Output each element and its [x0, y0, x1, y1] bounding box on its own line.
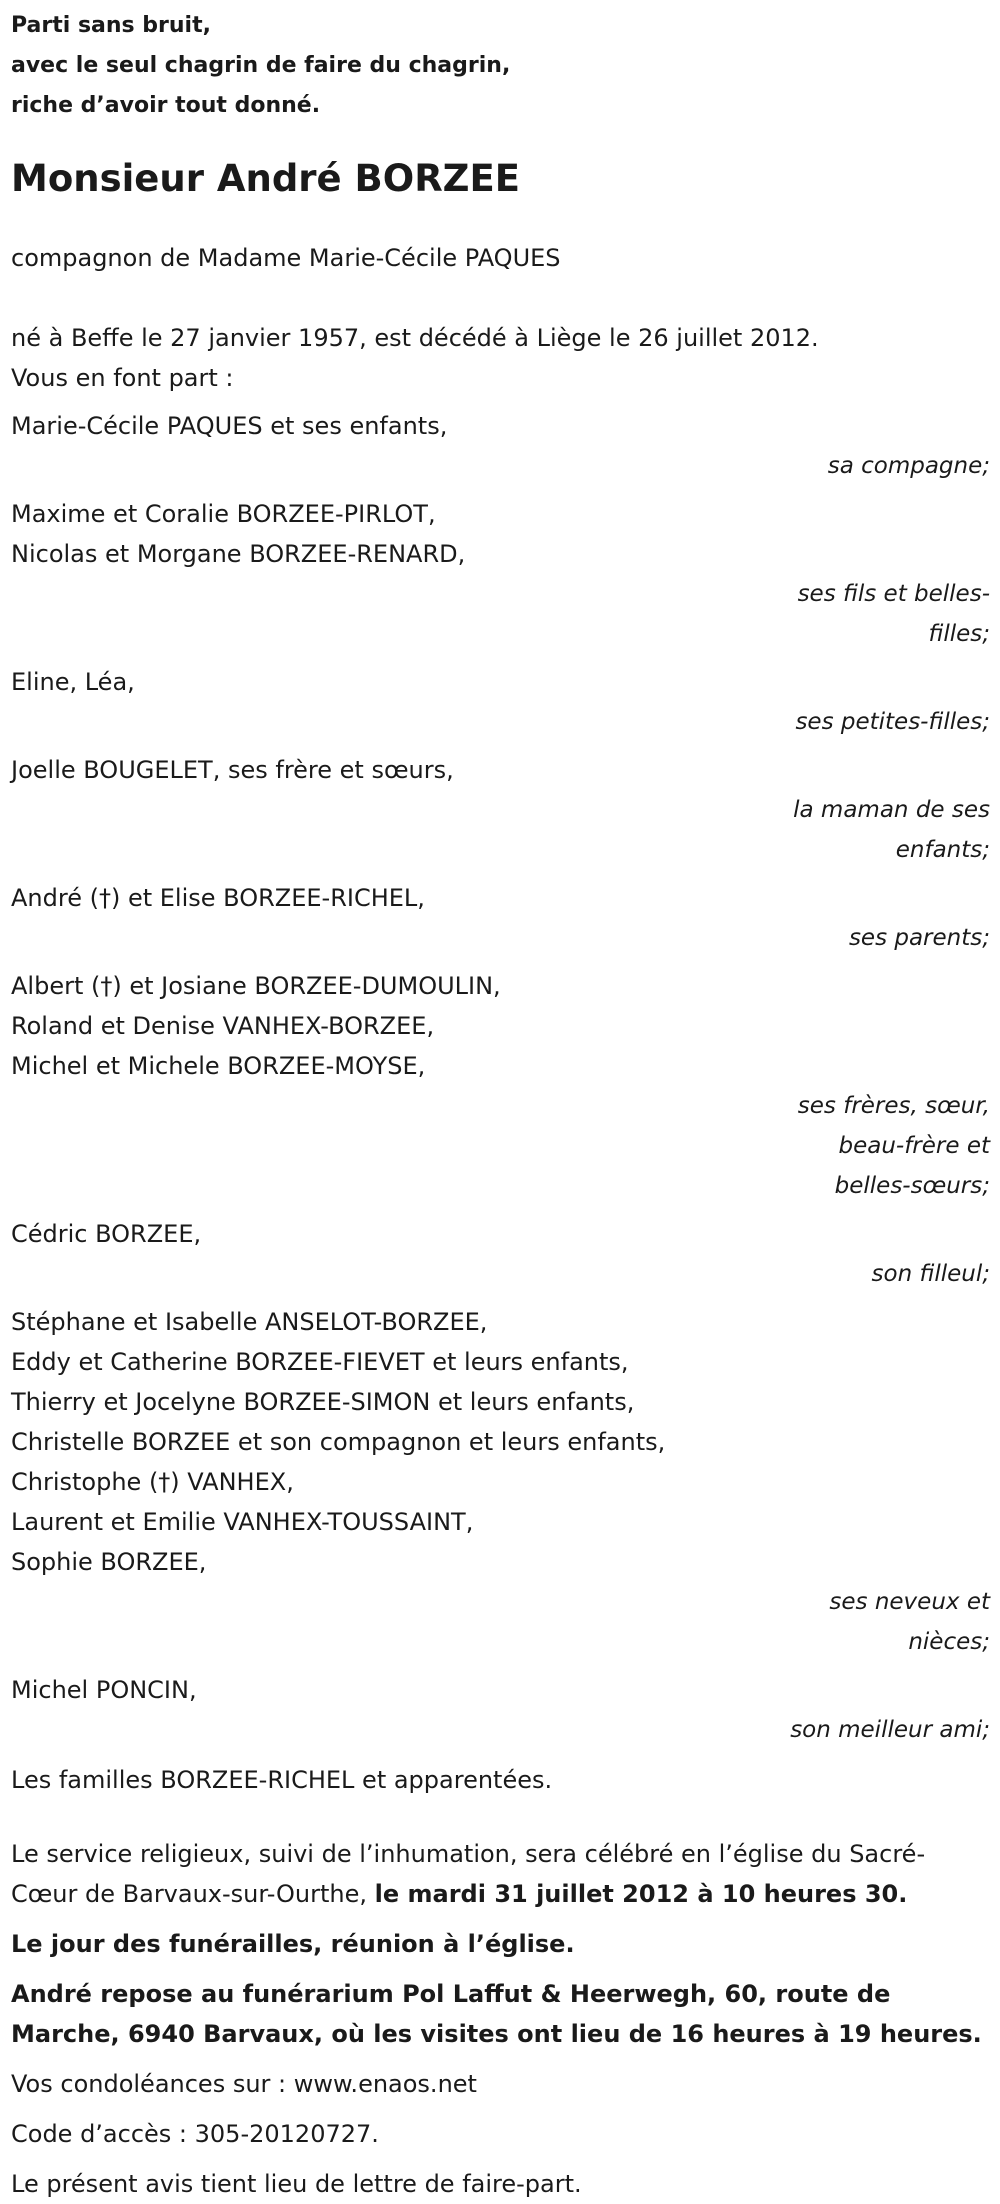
relationship-label	[11, 702, 990, 742]
family-member-line: Joelle BOUGELET, ses frère et sœurs,	[11, 756, 454, 784]
family-group	[11, 406, 990, 486]
relationship-label	[11, 574, 990, 654]
service-date: le mardi 31 juillet 2012 à 10 heures 30.	[374, 1880, 908, 1908]
relationship-label	[11, 446, 990, 486]
epigraph-line: avec le seul chagrin de faire du chagrin,	[11, 53, 511, 78]
family-member-line: Stéphane et Isabelle ANSELOT-BORZEE,	[11, 1308, 488, 1336]
relationship-label	[11, 1582, 990, 1662]
family-member-line: Roland et Denise VANHEX-BORZEE,	[11, 1012, 435, 1040]
relationship-text: la maman de ses enfants;	[793, 797, 990, 863]
family-member-line: Eddy et Catherine BORZEE-FIEVET et leurs enfants,	[11, 1348, 629, 1376]
family-group	[11, 966, 990, 1206]
companion-line: compagnon de Madame Marie-Cécile PAQUES	[11, 244, 561, 272]
family-member-line: Christelle BORZEE et son compagnon et leurs enfants,	[11, 1428, 666, 1456]
family-member-line: Eline, Léa,	[11, 668, 135, 696]
relationship-text: ses parents;	[848, 925, 990, 951]
birth-death-line: né à Beffe le 27 janvier 1957, est décédé à Liège le 26 juillet 2012.	[11, 324, 819, 352]
relationship-text: son meilleur ami;	[790, 1717, 990, 1743]
family-groups	[11, 406, 990, 1750]
relationship-text: sa compagne;	[827, 453, 990, 479]
relationship-label	[11, 1254, 990, 1294]
family-member-line: Sophie BORZEE,	[11, 1548, 207, 1576]
family-member-line: Cédric BORZEE,	[11, 1220, 202, 1248]
access-code-line: Code d’accès : 305-20120727.	[11, 2120, 379, 2148]
condolences-line: Vos condoléances sur : www.enaos.net	[11, 2070, 477, 2098]
family-member-line: Michel PONCIN,	[11, 1676, 197, 1704]
family-group	[11, 1302, 990, 1662]
family-group	[11, 662, 990, 742]
family-member-line: Christophe (†) VANHEX,	[11, 1468, 294, 1496]
relationship-text: ses neveux et nièces;	[829, 1589, 990, 1655]
epigraph-line: riche d’avoir tout donné.	[11, 93, 321, 118]
family-group	[11, 1214, 990, 1294]
family-group	[11, 750, 990, 870]
family-member-line: Michel et Michele BORZEE-MOYSE,	[11, 1052, 426, 1080]
notice-line: Le présent avis tient lieu de lettre de faire-part.	[11, 2170, 582, 2198]
family-member-line: Albert (†) et Josiane BORZEE-DUMOULIN,	[11, 972, 501, 1000]
relationship-text: ses fils et belles-filles;	[797, 581, 990, 647]
family-member-line: André (†) et Elise BORZEE-RICHEL,	[11, 884, 425, 912]
epigraph	[11, 0, 990, 126]
relationship-label	[11, 918, 990, 958]
family-group	[11, 494, 990, 654]
announce-line: Vous en font part :	[11, 364, 234, 392]
relationship-text: ses frères, sœur, beau-frère et belles-sœurs;	[797, 1093, 990, 1199]
relationship-text: ses petites-filles;	[795, 709, 990, 735]
families-line: Les familles BORZEE-RICHEL et apparentées.	[11, 1766, 553, 1794]
deceased-name: Monsieur André BORZEE	[11, 157, 521, 200]
family-member-line: Laurent et Emilie VANHEX-TOUSSAINT,	[11, 1508, 474, 1536]
gathering-line: Le jour des funérailles, réunion à l’église.	[11, 1930, 575, 1958]
service-text: Le service religieux, suivi de l’inhumation, sera célébré en l’église du Sacré-Cœur de Barvaux-sur-Ourthe,	[11, 1840, 926, 1908]
family-member-line: Nicolas et Morgane BORZEE-RENARD,	[11, 540, 466, 568]
relationship-label	[11, 1086, 990, 1206]
relationship-label	[11, 790, 990, 870]
epigraph-line: Parti sans bruit,	[11, 13, 211, 38]
family-group	[11, 1670, 990, 1750]
relationship-label	[11, 1710, 990, 1750]
family-member-line: Maxime et Coralie BORZEE-PIRLOT,	[11, 500, 436, 528]
service-paragraph	[11, 1834, 990, 1914]
family-member-line: Thierry et Jocelyne BORZEE-SIMON et leurs enfants,	[11, 1388, 635, 1416]
family-member-line: Marie-Cécile PAQUES et ses enfants,	[11, 412, 448, 440]
visits-line: André repose au funérarium Pol Laffut & Heerwegh, 60, route de Marche, 6940 Barvaux, où les visites ont lieu de 16 heures à 19 heures.	[11, 1980, 982, 2048]
family-group	[11, 878, 990, 958]
relationship-text: son filleul;	[871, 1261, 990, 1287]
